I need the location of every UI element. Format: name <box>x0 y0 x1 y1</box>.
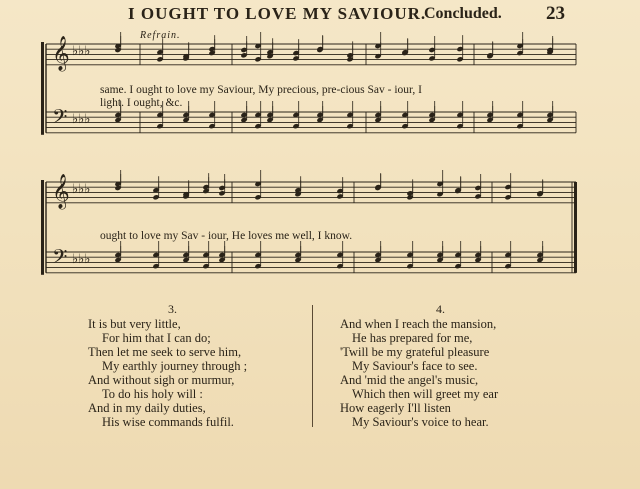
hymn-subtitle: Concluded. <box>424 5 502 22</box>
hymn-title: I OUGHT TO LOVE MY SAVIOUR. <box>128 4 427 23</box>
verse-4-line: How eagerly I'll listen <box>340 401 451 415</box>
refrain-label: Refrain. <box>140 30 181 41</box>
verse-4-line: Which then will greet my ear <box>352 387 499 401</box>
verse-3-line: To do his holy will : <box>102 387 203 401</box>
bass-clef: 𝄢 <box>52 105 68 133</box>
verse-4-number: 4. <box>436 302 445 316</box>
verse-3-line: Then let me seek to serve him, <box>88 345 242 359</box>
verse-3-line: My earthly journey through ; <box>102 359 248 373</box>
verse-4-line: 'Twill be my grateful pleasure <box>340 345 490 359</box>
flat-sign: ♭♭♭ <box>72 182 91 197</box>
verse-4-line: My Saviour's face to see. <box>352 359 478 373</box>
verse-3-line: His wise commands fulfil. <box>102 415 234 429</box>
flat-sign: ♭♭♭ <box>72 252 91 267</box>
verse-3-line: And without sigh or murmur, <box>88 373 235 387</box>
verse-3-number: 3. <box>168 302 177 316</box>
final-barline <box>574 182 577 273</box>
verse-3-line: For him that I can do; <box>102 331 211 345</box>
treble-clef: 𝄞 <box>52 174 70 209</box>
system1-lyrics-line2: light. I ought, &c. <box>100 97 183 109</box>
verse-4-line: And when I reach the mansion, <box>340 317 497 331</box>
system-bracket <box>41 42 44 135</box>
verse-4-line: And 'mid the angel's music, <box>340 373 479 387</box>
system1-lyrics-line1: same. I ought to love my Saviour, My precious, pre-cious Sav - iour, I <box>100 84 422 96</box>
verse-divider <box>312 305 313 427</box>
treble-clef: 𝄞 <box>52 36 70 71</box>
bass-clef: 𝄢 <box>52 245 68 273</box>
verse-3-line: It is but very little, <box>88 317 181 331</box>
flat-sign: ♭♭♭ <box>72 44 91 59</box>
flat-sign: ♭♭♭ <box>72 112 91 127</box>
verse-4-line: He has prepared for me, <box>352 331 473 345</box>
verse-3-line: And in my daily duties, <box>88 401 206 415</box>
system2-lyrics: ought to love my Sav - iour, He loves me well, I know. <box>100 230 353 242</box>
page-number: 23 <box>546 3 565 24</box>
verse-4-line: My Saviour's voice to hear. <box>352 415 489 429</box>
system-bracket <box>41 180 44 275</box>
